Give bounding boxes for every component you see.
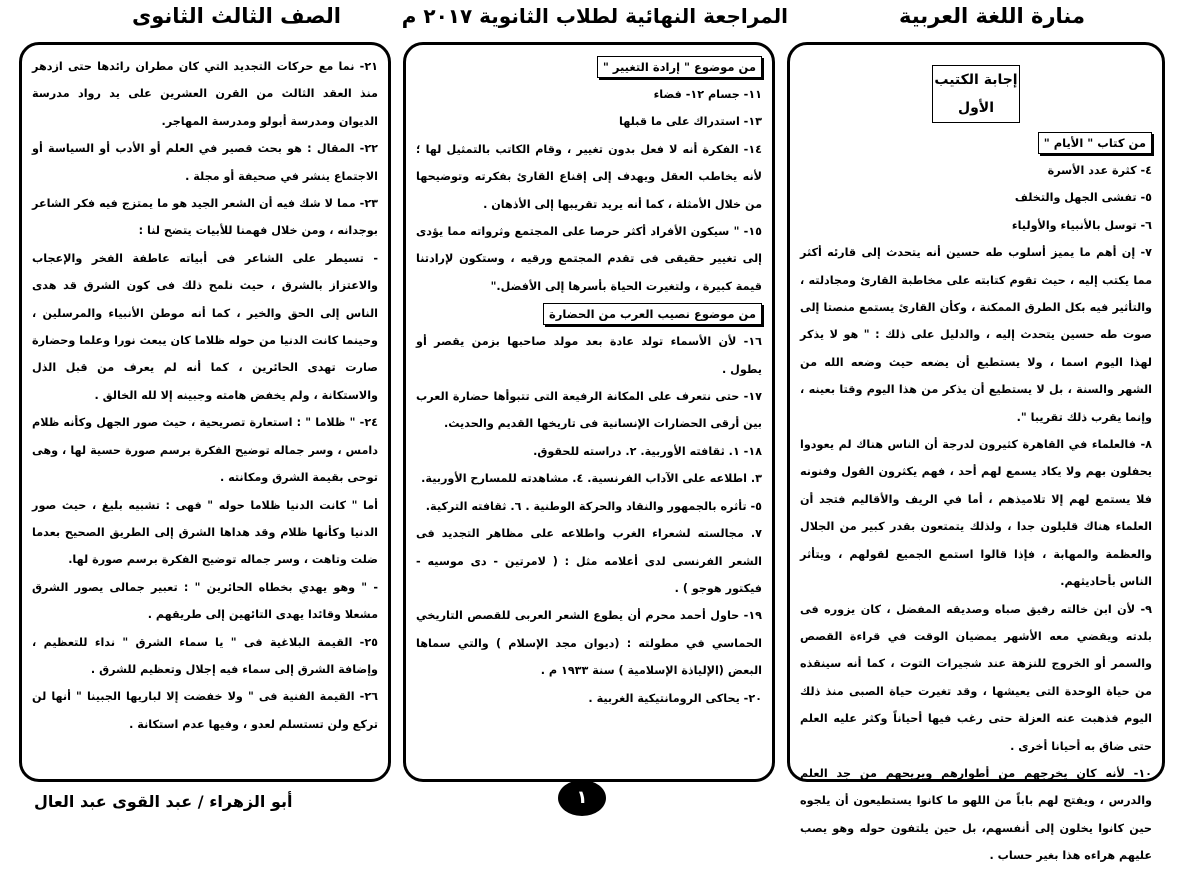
author-signature: أبو الزهراء / عبد القوى عبد العال: [34, 792, 293, 811]
answer-paragraph: ٢٣- مما لا شك فيه أن الشعر الجيد هو ما يمتزج فيه فكر الشاعر بوجدانه ، ومن خلال فهمنا للأبيات يتضح لنا :: [32, 197, 378, 238]
section-heading-civilization: من موضوع نصيب العرب من الحضارة: [543, 303, 762, 325]
answer-paragraph: ١٠- لأنه كان يخرجهم من أطوارهم ويريحهم من جد العلم والدرس ، ويفتح لهم باباً من اللهو ما كانوا يستطيعون أن يلجوه حين كانوا يخلون إلى أنفسهم، بل حين يلتفون حوله وهو يصب عليهم هراءه هذا بغير حساب .: [800, 766, 1152, 863]
answer-paragraph: ١٧- حتى نتعرف على المكانة الرفيعة التى تتبوأها حضارة العرب بين أرقى الحضارات الإنسانية فى تاريخها القديم والحديث.: [416, 390, 762, 431]
answer-paragraph: ٢١- نما مع حركات التجديد التي كان مطران رائدها حتى ازدهر منذ العقد الثالث من القرن العشرين على يد رواد مدرسة الديوان ومدرسة أبولو ومدرسة المهاجر.: [32, 60, 378, 128]
section-heading-ayyam: من كتاب " الأيام ": [1038, 132, 1152, 154]
answer-paragraph: ١٥- " سيكون الأفراد أكثر حرصا على المجتمع وثرواته مما يؤدى إلى تغيير حقيقى فى تقدم المجتمع ورقيه ، وستكون لإرادتنا قيمة كبيرة ، ولتغيرت الحياة بأسرها إلى الأفضل.": [416, 225, 762, 293]
answer-paragraph: ٢٦- القيمة الفنية فى " ولا خفضت إلا لباريها الجبينا " أنها لن تركع ولن تستسلم لعدو ، وفيها عدم استكانة .: [32, 690, 378, 731]
answer-paragraph: - " وهو يهدي بخطاه الحائرين " : تعبير جمالى يصور الشرق مشعلا وقائدا يهدى التائهين إلى طريقهم .: [32, 580, 378, 622]
answer-paragraph: ١٩- حاول أحمد محرم أن يطوع الشعر العربى للقصص التاريخي الحماسي في مطولته : (ديوان مجد الإسلام ) والتي سماها البعض (الإلياذة الإسلامية ) سنة ١٩٣٣ م .: [416, 609, 762, 678]
answer-line: ١٣- استدراك على ما قبلها: [619, 115, 762, 129]
right-column: [787, 42, 1165, 863]
answer-paragraph: ٧. مجالسته لشعراء الغرب واطلاعه على مظاهر التجديد فى الشعر الفرنسى لدى أعلامه مثل : ( لامرتين - دى موسيه - فيكتور هوجو ) .: [416, 527, 762, 595]
answer-paragraph: أما " كانت الدنيا ظلاما حوله " فهى : تشبيه بليغ ، حيث صور الدنيا وكأنها ظلام وقد هداها الشرق إلى الطريق الصحيح بعدما ضلت وتاهت ، وسر جماله توضيح الفكرة برسم صورة لها.: [32, 498, 378, 567]
header-left-title: الصف الثالث الثانوى: [132, 4, 341, 28]
answer-paragraph: ٧- إن أهم ما يميز أسلوب طه حسين أنه يتحدث إلى قارئه أكثر مما يكتب إليه ، حيث تقوم كتابته على مخاطبة القارئ ومجادلته ، والتأثير فيه بكل الطرق الممكنة ، وكأن القارئ يستمع منصتا إلى صوت طه حسين يتحدث إليه ، والدليل على ذلك : " هو لا يذكر لهذا اليوم اسما ، ولا يستطيع أن يضعه حيث وضعه الله من الشهر والسنة ، بل لا يستطيع أن يذكر من هذا اليوم وقتا بعينه ، وإنما يقرب ذلك تقريبا ".: [800, 246, 1152, 424]
answer-line: ١٦- لأن الأسماء تولد عادة بعد مولد صاحبها بزمن يقصر أو يطول .: [416, 335, 762, 376]
answer-line: ١١- جسام ١٢- فضاء: [653, 88, 762, 101]
section-heading-change: من موضوع " إرادة التغيير ": [597, 56, 762, 78]
answer-paragraph: ٢٥- القيمة البلاغية فى " يا سماء الشرق " نداء للتعظيم ، وإضافة الشرق إلى سماء فيه إجلال وتعظيم للشرق .: [32, 635, 378, 676]
answer-paragraph: ٨- فالعلماء في القاهرة كثيرون لدرجة أن الناس هناك لم يعودوا يحفلون بهم ولا يكاد يسمع لهم أحد ، فهم يكثرون القول وفنونه فلا يستمع لهم إلا تلاميذهم ، أما في الريف والأقاليم فتجد أن العلماء هناك قليلون جدا ، ولذلك يتمتعون بقدر كبير من الجلال والعظمة والمهابة ، فإذا قالوا استمع الجميع لقولهم ، ويتأثر الناس بأحاديثهم.: [800, 438, 1152, 589]
header-right-title: منارة اللغة العربية: [898, 4, 1085, 28]
answer-paragraph: - تسيطر على الشاعر فى أبياته عاطفة الفخر والإعجاب والاعتزاز بالشرق ، حيث نلمح ذلك فى كون الشرق قد هدى الناس إلى الحق والخير ، كما أنه موطن الأنبياء والمرسلين ، وحينما كانت الدنيا من حوله ظلاما كان يبعث نورا وعلما وحضارة صارت تهدى الحائرين ، كما أنه لم يعرف من قبل الذل والاستكانة ، ولم يخفض هامته وجبينه إلا لله الخالق .: [32, 251, 378, 402]
page-number: ١: [558, 780, 606, 816]
answer-paragraph: ٩- لأن ابن خالته رفيق صباه وصديقه المفضل ، كان يزوره فى بلدته ويقضي معه الأشهر يمضيان الوقت في قراءة القصص والسمر أو الخروج للنزهة عند شجيرات التوت ، كما أنه سينقذه من حياة الوحدة التى يعيشها ، وقد تغيرت حياة الصبى منذ ذلك اليوم فذهبت عنه العزلة حتى رغب فيها أحياناً وكثر عليه العلم حتى ضاق به أحيانا أخرى .: [800, 602, 1152, 753]
answer-line: ٥- تأثره بالجمهور والنقاد والحركة الوطنية . ٦. ثقافته التركية.: [425, 499, 762, 513]
answer-paragraph: ١٤- الفكرة أنه لا فعل بدون تغيير ، وقام الكاتب بالتمثيل لها ؛ لأنه يخاطب العقل ويهدف إلى إقناع القارئ بفكرته وتوضيحها من خلال الأمثلة ، كما أنه يريد تقريبها إلى الأذهان .: [416, 142, 762, 211]
answer-title: إجابة الكتيب الأول: [932, 65, 1020, 123]
answer-line: ٤- كثرة عدد الأسرة: [1047, 164, 1152, 177]
left-column: [19, 42, 391, 782]
answer-line: ١٨- ١. ثقافته الأوربية. ٢. دراسته للحقوق.: [533, 444, 762, 458]
answer-line: ٢٠- يحاكى الرومانتيكية الغربية .: [588, 691, 762, 705]
answer-paragraph: ٢٢- المقال : هو بحث قصير في العلم أو الأدب أو السياسة أو الاجتماع ينشر في صحيفة أو مجلة .: [32, 142, 378, 183]
answer-line: ٥- تفشى الجهل والتخلف: [1014, 191, 1152, 205]
header-middle-title: المراجعة النهائية لطلاب الثانوية ٢٠١٧ م: [401, 4, 788, 28]
middle-column: [403, 42, 775, 782]
answer-paragraph: ٢٤- " ظلاما " : استعارة تصريحية ، حيث صور الجهل وكأنه ظلام دامس ، وسر جماله توضيح الفكرة برسم صورة حسية لها ، وهى توحى بقيمة الشرق ومكانته .: [32, 416, 378, 485]
answer-line: ٦- توسل بالأنبياء والأولياء: [1011, 218, 1152, 232]
answer-line: ٣. اطلاعه على الآداب الفرنسية. ٤. مشاهدته للمسارح الأوربية.: [421, 472, 762, 486]
